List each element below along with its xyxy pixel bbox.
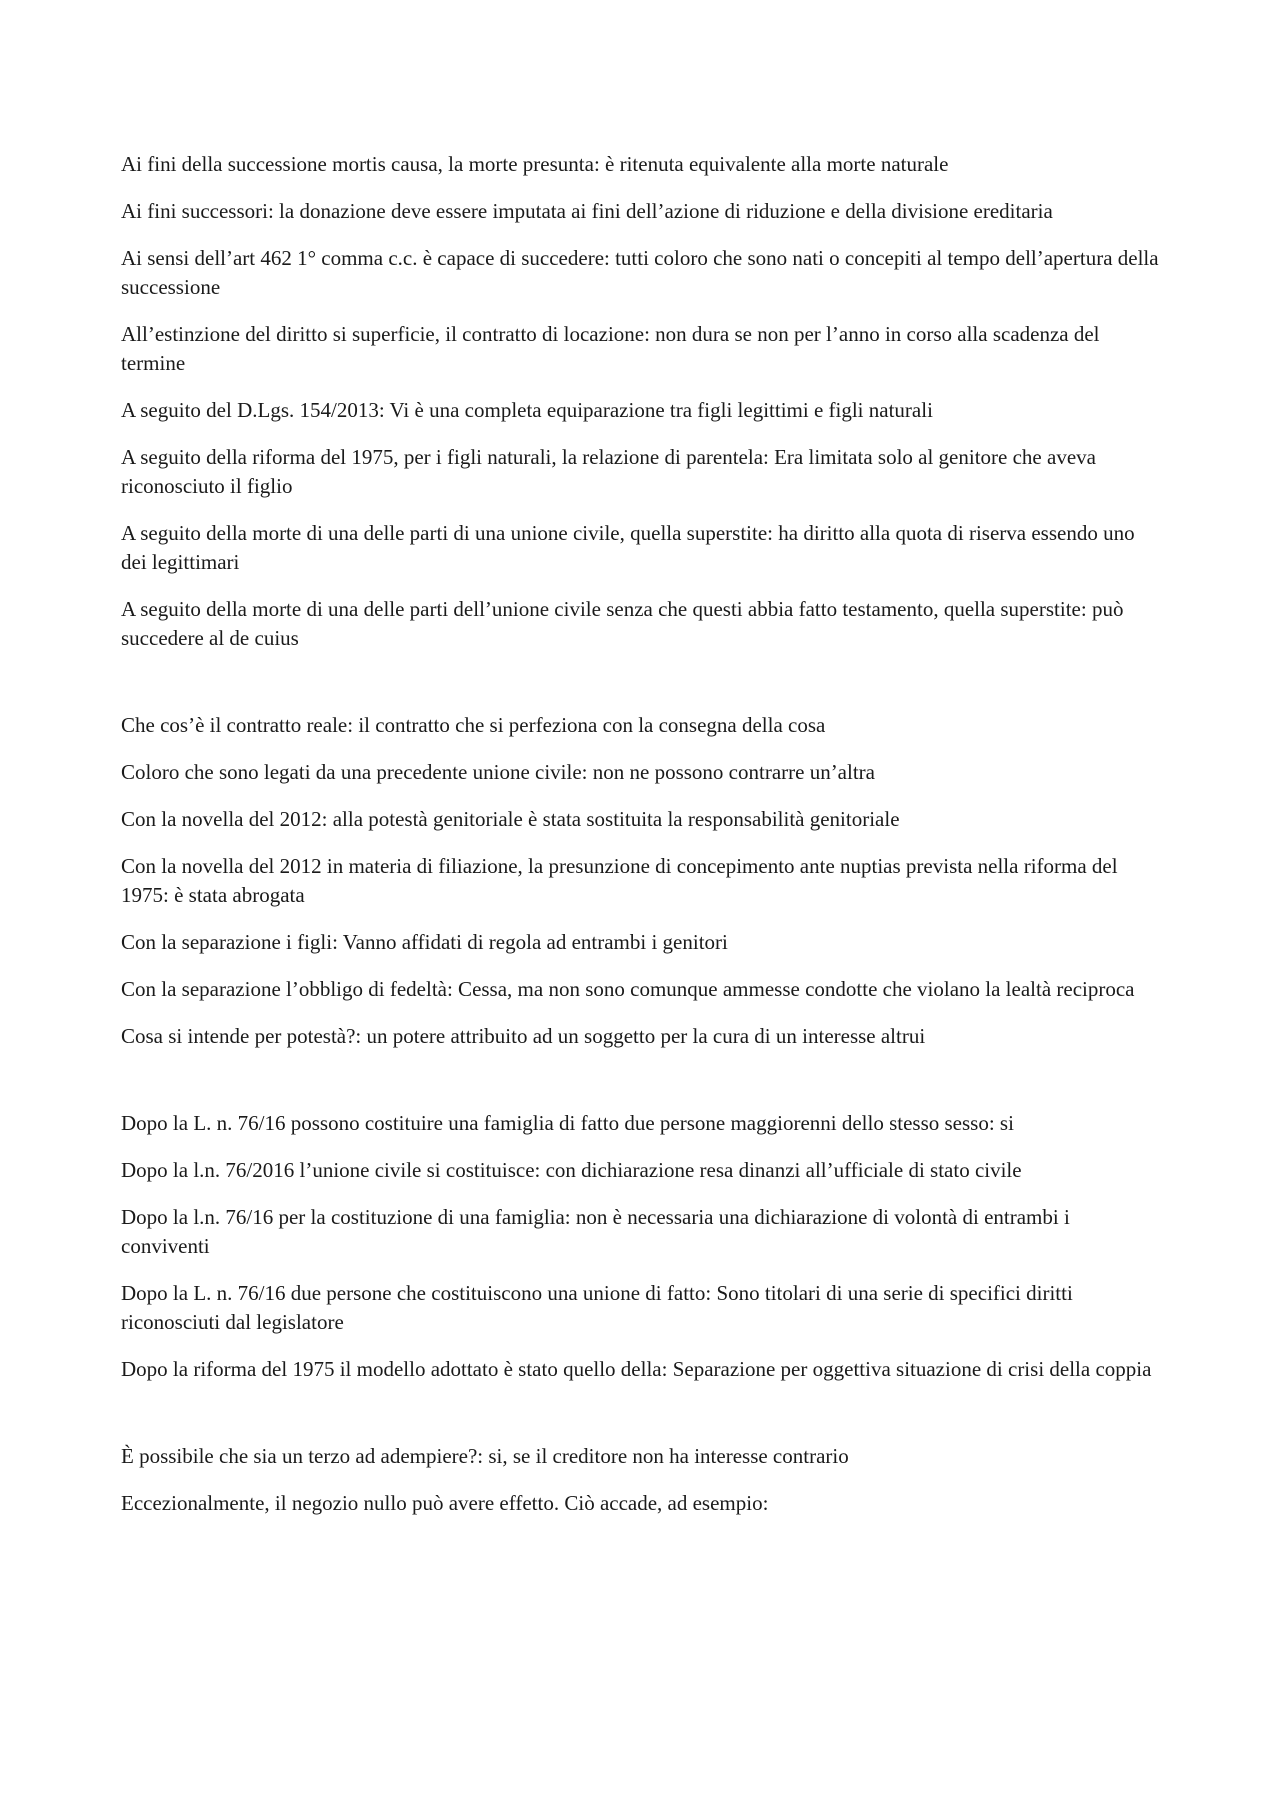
paragraph: Cosa si intende per potestà?: un potere attribuito ad un soggetto per la cura di un interesse altrui (121, 1024, 926, 1048)
paragraph: A seguito del D.Lgs. 154/2013: Vi è una completa equiparazione tra figli legittimi e figli naturali (121, 398, 933, 422)
paragraph: A seguito della morte di una delle parti di una unione civile, quella superstite: ha diritto alla quota di riserva essendo uno dei legittimari (121, 521, 1135, 574)
paragraph: Dopo la riforma del 1975 il modello adottato è stato quello della: Separazione per oggettiva situazione di crisi della coppia (121, 1357, 1152, 1381)
paragraph: Dopo la l.n. 76/2016 l’unione civile si costituisce: con dichiarazione resa dinanzi all’ufficiale di stato civile (121, 1158, 1022, 1182)
paragraph: Eccezionalmente, il negozio nullo può avere effetto. Ciò accade, ad esempio: (121, 1491, 769, 1515)
paragraph: Con la novella del 2012 in materia di filiazione, la presunzione di concepimento ante nuptias prevista nella riforma del 1975: è stata abrogata (121, 854, 1118, 907)
paragraph: Con la separazione i figli: Vanno affidati di regola ad entrambi i genitori (121, 930, 728, 954)
paragraph: Ai fini successori: la donazione deve essere imputata ai fini dell’azione di riduzione e della divisione ereditaria (121, 199, 1053, 223)
paragraph: A seguito della morte di una delle parti dell’unione civile senza che questi abbia fatto testamento, quella superstite: può succedere al de cuius (121, 597, 1124, 650)
paragraph: Che cos’è il contratto reale: il contratto che si perfeziona con la consegna della cosa (121, 713, 826, 737)
paragraph: Ai fini della successione mortis causa, la morte presunta: è ritenuta equivalente alla morte naturale (121, 152, 949, 176)
paragraph: A seguito della riforma del 1975, per i figli naturali, la relazione di parentela: Era limitata solo al genitore che aveva riconosciuto il figlio (121, 445, 1096, 498)
paragraph: Con la novella del 2012: alla potestà genitoriale è stata sostituita la responsabilità genitoriale (121, 807, 900, 831)
paragraph: Ai sensi dell’art 462 1° comma c.c. è capace di succedere: tutti coloro che sono nati o concepiti al tempo dell’apertura della successione (121, 246, 1159, 299)
paragraph: Dopo la L. n. 76/16 possono costituire una famiglia di fatto due persone maggiorenni dello stesso sesso: si (121, 1111, 1014, 1135)
paragraph: All’estinzione del diritto si superficie, il contratto di locazione: non dura se non per l’anno in corso alla scadenza del termine (121, 322, 1100, 375)
paragraph: Dopo la L. n. 76/16 due persone che costituiscono una unione di fatto: Sono titolari di una serie di specifici diritti riconosciuti dal legislatore (121, 1281, 1073, 1334)
paragraph: È possibile che sia un terzo ad adempiere?: si, se il creditore non ha interesse contrario (121, 1444, 849, 1468)
paragraph: Con la separazione l’obbligo di fedeltà: Cessa, ma non sono comunque ammesse condotte che violano la lealtà reciproca (121, 977, 1135, 1001)
paragraph: Dopo la l.n. 76/16 per la costituzione di una famiglia: non è necessaria una dichiarazione di volontà di entrambi i conviventi (121, 1205, 1070, 1258)
document-body (121, 150, 1161, 1536)
paragraph: Coloro che sono legati da una precedente unione civile: non ne possono contrarre un’altra (121, 760, 875, 784)
